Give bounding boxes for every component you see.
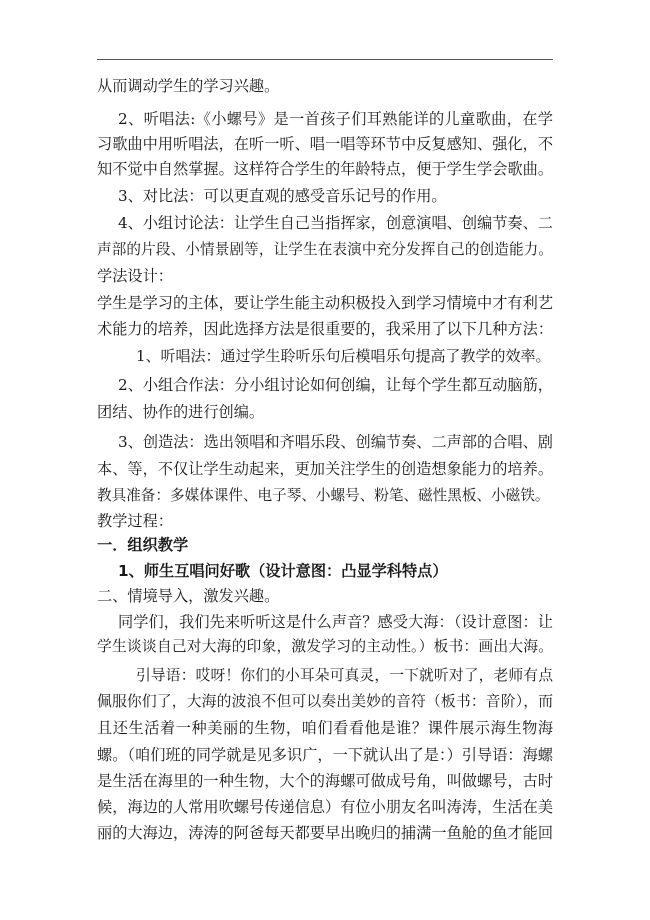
text-line: 3、对比法：可以更直观的感受音乐记号的作用。 bbox=[118, 187, 447, 205]
text-line: 3、创造法：选出领唱和齐唱乐段、创编节奏、二声部的合唱、剧 bbox=[118, 433, 553, 451]
text-line: 引导语：哎呀！你们的小耳朵可真灵，一下就听对了，老师有点 bbox=[136, 667, 553, 684]
subsection-heading: 1、师生互唱问好歌（设计意图：凸显学科特点） bbox=[118, 562, 448, 580]
text-line: 从而调动学生的学习兴趣。 bbox=[97, 77, 280, 95]
text-line: 丽的大海边，涛涛的阿爸每天都要早出晚归的捕满一鱼舱的鱼才能回 bbox=[97, 824, 553, 842]
text-line: 学法设计： bbox=[97, 267, 173, 285]
text-line: 是生活在海里的一种生物，大个的海螺可做成号角，叫做螺号，古时 bbox=[97, 772, 553, 790]
text-line: 教学过程： bbox=[97, 512, 173, 530]
text-line: 同学们，我们先来听听这是什么声音？感受大海：（设计意图：让 bbox=[118, 613, 553, 631]
text-line: 佩服你们了，大海的波浪不但可以奏出美妙的音符（板书：音阶），而 bbox=[97, 693, 553, 710]
text-line: 本、等，不仅让学生动起来，更加关注学生的创造想象能力的培养。 bbox=[97, 460, 553, 478]
text-line: 候，海边的人常用吹螺号传递信息）有位小朋友名叫涛涛，生活在美 bbox=[97, 798, 553, 816]
text-line: 习歌曲中用听唱法，在听一听、唱一唱等环节中反复感知、强化，不 bbox=[97, 135, 553, 153]
text-line: 知不觉中自然掌握。这样符合学生的年龄特点，便于学生学会歌曲。 bbox=[97, 160, 553, 178]
text-line: 1、听唱法：通过学生聆听乐句后模唱乐句提高了教学的效率。 bbox=[136, 347, 551, 365]
text-line: 且还生活着一种美丽的生物，咱们看看他是谁？课件展示海生物海 bbox=[97, 719, 553, 737]
text-line: 教具准备：多媒体课件、电子琴、小螺号、粉笔、磁性黑板、小磁铁。 bbox=[97, 487, 550, 504]
text-line: 团结、协作的进行创编。 bbox=[97, 403, 265, 421]
text-line: 学生谈谈自己对大海的印象，激发学习的主动性。）板书：画出大海。 bbox=[97, 638, 553, 655]
text-line: 螺。（咱们班的同学就是见多识广，一下就认出了是：）引导语：海螺 bbox=[97, 746, 553, 764]
text-line: 学生是学习的主体，要让学生能主动积极投入到学习情境中才有利艺 bbox=[97, 294, 553, 312]
text-line: 二、情境导入，激发兴趣。 bbox=[97, 587, 280, 605]
text-line: 2、小组合作法：分小组讨论如何创编，让每个学生都互动脑筋， bbox=[118, 376, 553, 394]
text-line: 4、小组讨论法：让学生自己当指挥家，创意演唱、创编节奏、二 bbox=[118, 214, 553, 232]
section-heading: 一．组织教学 bbox=[97, 536, 189, 554]
text-line: 2、听唱法:《小螺号》是一首孩子们耳熟能详的儿童歌曲，在学 bbox=[118, 110, 553, 128]
text-line: 术能力的培养，因此选择方法是很重要的，我采用了以下几种方法： bbox=[97, 320, 553, 338]
text-line: 声部的片段、小情景剧等，让学生在表演中充分发挥自己的创造能力。 bbox=[97, 241, 553, 258]
header-rule bbox=[97, 59, 553, 60]
